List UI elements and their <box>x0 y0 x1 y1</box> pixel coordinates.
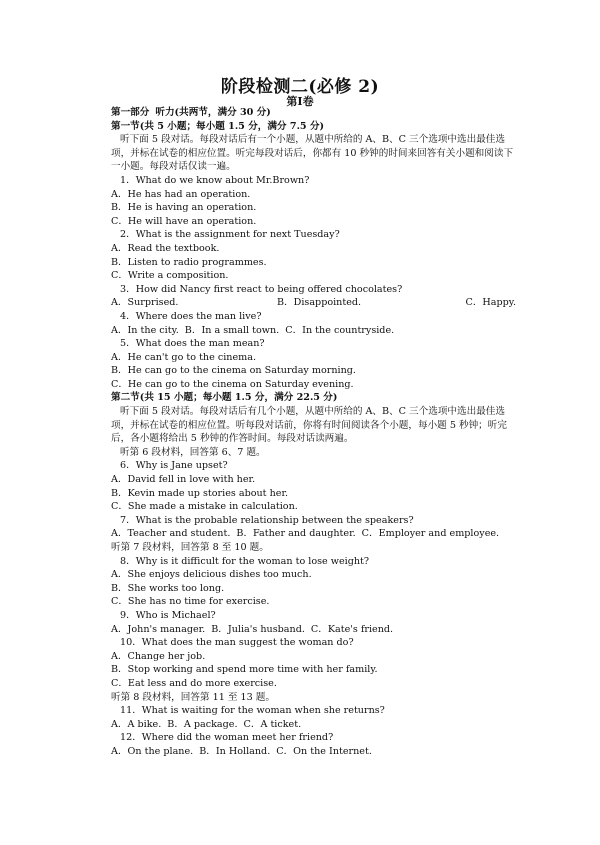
q9-option-c: C．Kate's friend. <box>310 623 394 635</box>
q12-option-b: B．In Holland. <box>199 745 271 757</box>
q8-option-c: C．She has no time for exercise. <box>111 596 270 608</box>
q2-option-c: C．Write a composition. <box>111 270 229 282</box>
q7-option-c: C．Employer and employee. <box>361 528 500 540</box>
q3-option-c: C．Happy. <box>465 297 516 309</box>
q2-option-b: B．Listen to radio programmes. <box>111 256 267 268</box>
q11-options <box>111 718 516 732</box>
question-6: 6．Why is Jane upset? <box>120 460 228 472</box>
q11-option-b: B．A package. <box>167 718 238 730</box>
question-5: 5．What does the man mean? <box>120 338 265 350</box>
q4-option-c: C．In the countryside. <box>285 324 395 336</box>
q9-option-a: A．John's manager. <box>111 623 206 635</box>
question-8: 8．Why is it difficult for the woman to lose weight? <box>120 555 370 567</box>
q8-option-a: A．She enjoys delicious dishes too much. <box>111 569 312 581</box>
q3-option-b: B．Disappointed. <box>277 297 362 309</box>
q6-option-b: B．Kevin made up stories about her. <box>111 487 289 499</box>
q7-option-a: A．Teacher and student. <box>111 528 231 540</box>
q4-option-a: A．In the city. <box>111 324 179 336</box>
q6-option-c: C．She made a mistake in calculation. <box>111 501 298 513</box>
q8-option-b: B．She works too long. <box>111 582 225 594</box>
q5-option-a: A．He can't go to the cinema. <box>111 351 257 363</box>
q12-option-a: A．On the plane. <box>111 745 194 757</box>
section2-header: 第二节(共 15 小题；每小题 1.5 分，满分 22.5 分) <box>111 392 338 404</box>
question-9: 9．Who is Michael? <box>120 609 216 621</box>
part1-name: 听力(共两节，满分 30 分) <box>155 107 271 118</box>
question-11: 11．What is waiting for the woman when she returns? <box>120 705 385 717</box>
question-1: 1．What do we know about Mr.Brown? <box>120 174 310 186</box>
q10-option-a: A．Change her job. <box>111 650 206 662</box>
q10-option-b: B．Stop working and spend more time with her family. <box>111 664 378 676</box>
exam-content <box>111 106 516 759</box>
q9-option-b: B．Julia's husband. <box>211 623 305 635</box>
part1-heading <box>111 106 516 120</box>
question-4: 4．Where does the man live? <box>120 310 262 322</box>
q4-option-b: B．In a small town. <box>184 324 280 336</box>
q1-option-b: B．He is having an operation. <box>111 202 257 214</box>
q7-option-b: B．Father and daughter. <box>236 528 356 540</box>
question-3: 3．How did Nancy first react to being offered chocolates? <box>120 283 403 295</box>
q6-option-a: A．David fell in love with her. <box>111 474 256 486</box>
material-6-note: 听第 6 段材料，回答第 6、7 题。 <box>120 446 266 458</box>
q5-option-b: B．He can go to the cinema on Saturday morning. <box>111 365 356 377</box>
q3-options <box>111 296 516 310</box>
q4-options <box>111 324 516 338</box>
q11-option-a: A．A bike. <box>111 718 162 730</box>
question-10: 10．What does the man suggest the woman do? <box>120 637 354 649</box>
q5-option-c: C．He can go to the cinema on Saturday evening. <box>111 378 354 390</box>
question-12: 12．Where did the woman meet her friend? <box>120 732 334 744</box>
q1-option-c: C．He will have an operation. <box>111 215 257 227</box>
q12-option-c: C．On the Internet. <box>276 745 372 757</box>
section1-instructions: 听下面 5 段对话。每段对话后有一个小题，从题中所给的 A、B、C 三个选项中选出最佳选项，并标在试卷的相应位置。听完每段对话后，你都有 10 秒钟的时间来回答有关小题和阅读下一小题。每段对话仅读一遍。 <box>111 134 514 173</box>
page-title: 阶段检测二(必修 2) <box>220 77 380 97</box>
question-7: 7．What is the probable relationship between the speakers? <box>120 514 414 526</box>
material-7-note: 听第 7 段材料，回答第 8 至 10 题。 <box>111 542 269 553</box>
q2-option-a: A．Read the textbook. <box>111 242 220 254</box>
part1-label: 第一部分 <box>111 107 150 118</box>
paper-section-title: 第Ⅰ卷 <box>286 95 314 108</box>
section1-header: 第一节(共 5 小题；每小题 1.5 分，满分 7.5 分) <box>111 120 325 132</box>
q12-options <box>111 745 516 759</box>
q1-option-a: A．He has had an operation. <box>111 188 251 200</box>
section2-instructions: 听下面 5 段对话。每段对话后有几个小题，从题中所给的 A、B、C 三个选项中选出最佳选项，并标在试卷的相应位置。听每段对话前，你将有时间阅读各个小题，每小题 5 秒钟；听完后，各小题将给出 5 秒钟的作答时间。每段对话读两遍。 <box>111 406 507 445</box>
material-8-note: 听第 8 段材料，回答第 11 至 13 题。 <box>111 691 275 703</box>
q7-options <box>111 527 516 541</box>
question-2: 2．What is the assignment for next Tuesday? <box>120 229 340 241</box>
q11-option-c: C．A ticket. <box>243 718 302 730</box>
q10-option-c: C．Eat less and do more exercise. <box>111 677 277 689</box>
q3-option-a: A．Surprised. <box>111 297 179 309</box>
q9-options <box>111 623 516 637</box>
